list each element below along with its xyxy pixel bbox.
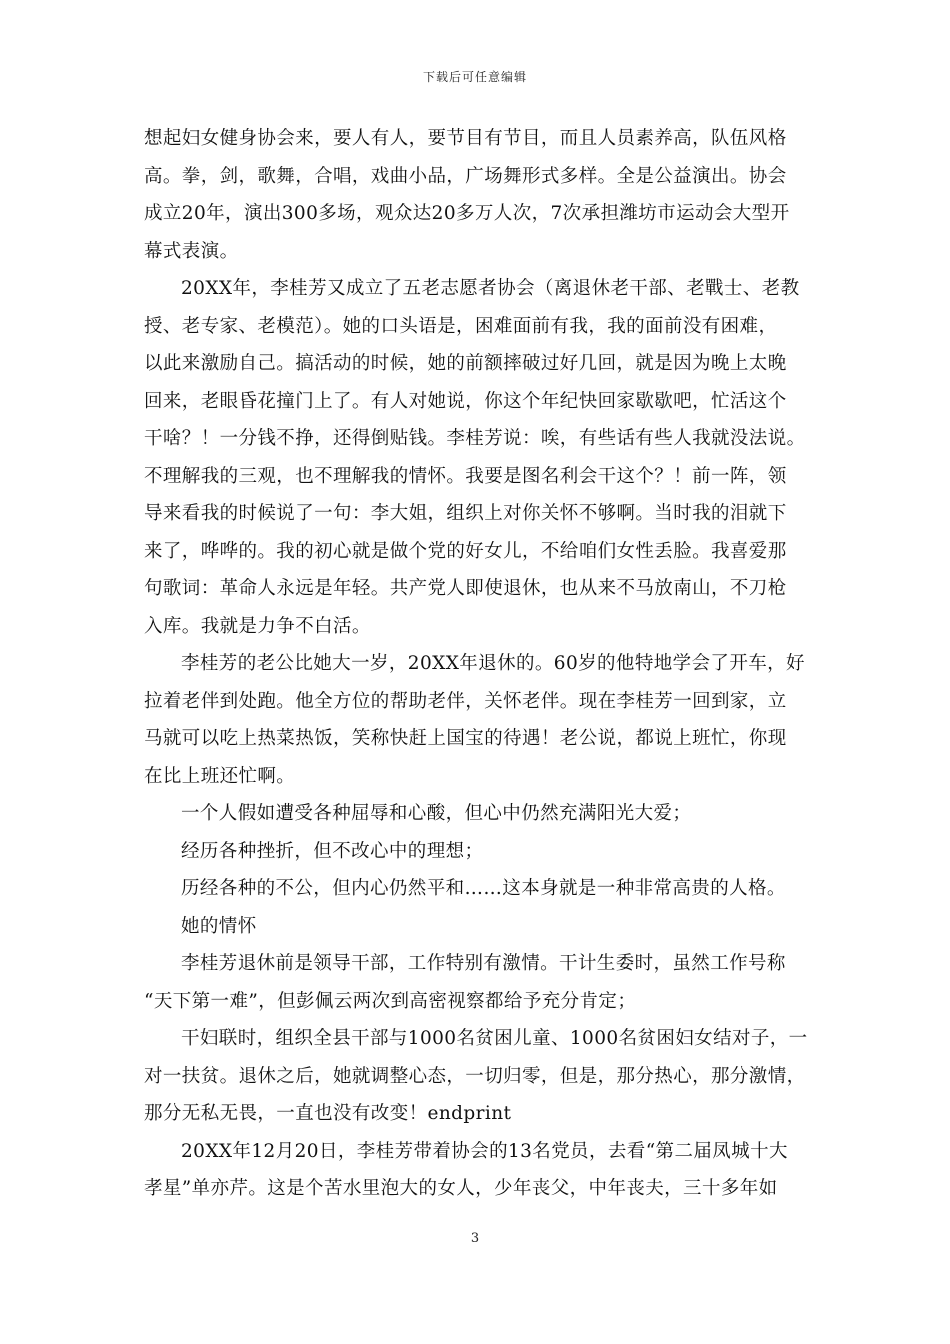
text-line: 拉着老伴到处跑。他全方位的帮助老伴，关怀老伴。现在李桂芳一回到家，立 — [144, 690, 787, 712]
page-header: 下载后可任意编辑 — [422, 70, 527, 84]
text-line: 想起妇女健身协会来，要人有人，要节目有节目，而且人员素养高，队伍风格 — [144, 128, 787, 149]
text-line: 幕式表演。 — [144, 240, 239, 262]
text-line: 一个人假如遭受各种屈辱和心酸，但心中仍然充满阳光大爱； — [181, 803, 692, 824]
text-line: 她的情怀 — [181, 915, 257, 937]
text-line: 授、老专家、老模范）。她的口头语是，困难面前有我，我的面前没有困难， — [144, 315, 778, 337]
text-line: 那分无私无畏，一直也没有改变！endprint — [144, 1103, 512, 1124]
text-line: 在比上班还忙啊。 — [144, 765, 296, 787]
text-line: 干啥？！一分钱不挣，还得倒贴钱。李桂芳说：唉，有些话有些人我就没法说。 — [144, 428, 806, 449]
text-line: 以此来激励自己。搞活动的时候，她的前额摔破过好几回，就是因为晚上太晚 — [144, 353, 787, 374]
text-line: 回来，老眼昏花撞门上了。有人对她说，你这个年纪快回家歇歇吧，忙活这个 — [144, 390, 787, 412]
text-line: 来了，哗哗的。我的初心就是做个党的好女儿，不给咱们女性丢脸。我喜爱那 — [144, 540, 787, 562]
text-line: 对一扶贫。退休之后，她就调整心态，一切归零，但是，那分热心，那分激情， — [144, 1065, 806, 1087]
text-line: 高。拳，剑，歌舞，合唱，戏曲小品，广场舞形式多样。全是公益演出。协会 — [144, 165, 787, 187]
text-line: 孝星”单亦芹。这是个苦水里泡大的女人，少年丧父，中年丧夫，三十多年如 — [144, 1178, 778, 1199]
text-line: 经历各种挫折，但不改心中的理想； — [181, 840, 484, 862]
page-number: 3 — [470, 1231, 480, 1246]
text-line: 20XX年12月20日，李桂芳带着协会的13名党员，去看“第二届凤城十大 — [181, 1140, 788, 1162]
text-line: 成立20年，演出300多场，观众达20多万人次，7次承担潍坊市运动会大型开 — [144, 203, 790, 224]
text-line: 干妇联时，组织全县干部与1000名贫困儿童、1000名贫困妇女结对子，一 — [181, 1028, 808, 1049]
text-line: “天下第一难”，但彭佩云两次到高密视察都给予充分肯定； — [144, 990, 637, 1012]
text-line: 入库。我就是力争不白活。 — [144, 615, 371, 637]
text-line: 李桂芳的老公比她大一岁，20XX年退休的。60岁的他特地学会了开车，好 — [181, 653, 805, 674]
text-line: 马就可以吃上热菜热饭，笑称快赶上国宝的待遇！老公说，都说上班忙，你现 — [144, 728, 787, 749]
text-line: 句歌词：革命人永远是年轻。共产党人即使退休，也从来不马放南山，不刀枪 — [144, 578, 787, 599]
text-line: 历经各种的不公，但内心仍然平和……这本身就是一种非常高贵的人格。 — [181, 878, 786, 899]
text-line: 不理解我的三观，也不理解我的情怀。我要是图名利会干这个？！前一阵，领 — [144, 465, 787, 487]
text-line: 20XX年，李桂芳又成立了五老志愿者协会（离退休老干部、老戰士、老教 — [181, 278, 800, 299]
text-line: 李桂芳退休前是领导干部，工作特别有激情。干计生委时，虽然工作号称 — [181, 953, 786, 974]
document-body — [144, 120, 814, 1208]
text-line: 导来看我的时候说了一句：李大姐，组织上对你关怀不够啊。当时我的泪就下 — [144, 503, 787, 524]
